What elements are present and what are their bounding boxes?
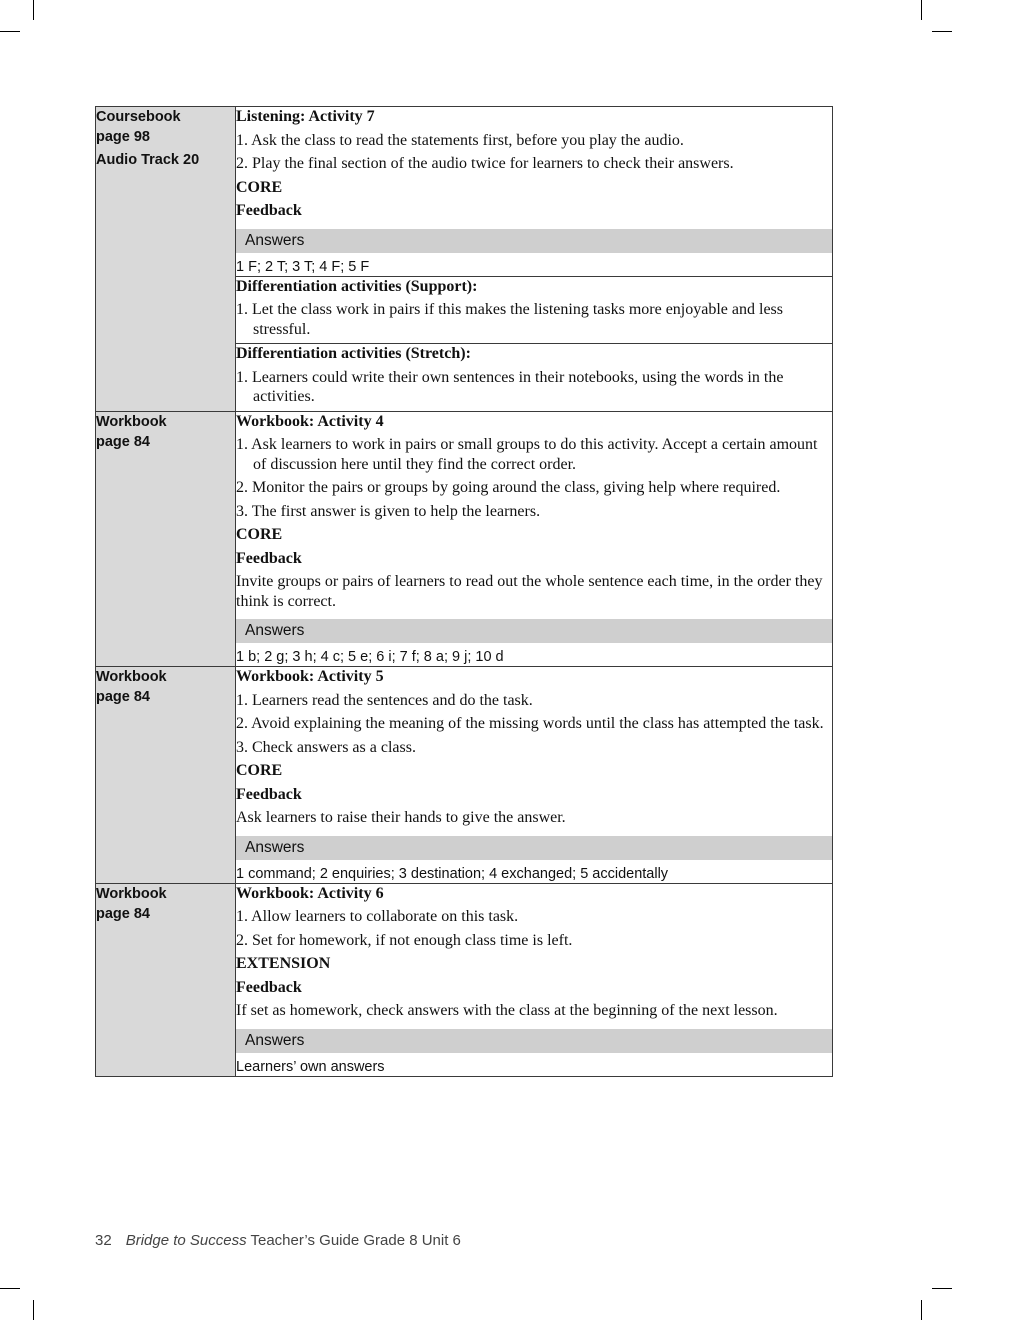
list-item: 1. Learners read the sentences and do the task. xyxy=(236,691,533,709)
activity-heading: Workbook: Activity 4 xyxy=(236,412,384,430)
answers-header: Answers xyxy=(236,619,832,643)
differentiation-support-cell xyxy=(236,276,833,344)
answers-text: 1 b; 2 g; 3 h; 4 c; 5 e; 6 i; 7 f; 8 a; 9 j; 10 d xyxy=(236,649,504,665)
feedback-label: Feedback xyxy=(236,549,302,567)
answers-header: Answers xyxy=(236,836,832,860)
reference-page: page 98 xyxy=(96,129,150,145)
book-title: Bridge to Success xyxy=(125,1232,247,1249)
list-item: 2. Set for homework, if not enough class time is left. xyxy=(236,931,573,949)
activity-cell xyxy=(236,411,833,667)
feedback-label: Feedback xyxy=(236,202,302,219)
activity-cell xyxy=(236,883,833,1076)
list-item: 1. Learners could write their own sentences in their notebooks, using the words in the activities. xyxy=(236,368,784,405)
list-item: 1. Let the class work in pairs if this makes the listening tasks more enjoyable and less stressful. xyxy=(236,301,783,338)
list-item: 3. The first answer is given to help the learners. xyxy=(236,502,541,520)
level-label: CORE xyxy=(236,178,283,196)
reference-cell xyxy=(96,883,236,1076)
reference-book: Workbook xyxy=(96,669,167,685)
reference-audio: Audio Track 20 xyxy=(96,152,200,168)
list-item: 2. Avoid explaining the meaning of the missing words until the class has attempted the task. xyxy=(236,715,824,732)
differentiation-stretch-cell xyxy=(236,344,833,412)
book-subtitle: Teacher’s Guide Grade 8 Unit 6 xyxy=(250,1232,461,1249)
answers-text: 1 F; 2 T; 3 T; 4 F; 5 F xyxy=(236,258,370,275)
list-item: 1. Allow learners to collaborate on this task. xyxy=(236,908,519,925)
table-row xyxy=(96,883,833,1076)
level-label: CORE xyxy=(236,762,283,779)
activity-heading: Listening: Activity 7 xyxy=(236,108,375,125)
activity-heading: Workbook: Activity 6 xyxy=(236,884,384,902)
reference-cell xyxy=(96,667,236,884)
feedback-text: Invite groups or pairs of learners to read out the whole sentence each time, in the order they think is correct. xyxy=(236,573,823,610)
reference-book: Workbook xyxy=(96,413,167,430)
level-label: EXTENSION xyxy=(236,955,331,972)
crop-mark xyxy=(921,0,922,20)
feedback-label: Feedback xyxy=(236,785,302,803)
feedback-text: Ask learners to raise their hands to give the answer. xyxy=(236,809,566,826)
list-item: 3. Check answers as a class. xyxy=(236,738,416,756)
reference-page: page 84 xyxy=(96,433,150,450)
activity-cell xyxy=(236,107,833,277)
page-number: 32 xyxy=(95,1232,112,1249)
list-item: 2. Play the final section of the audio twice for learners to check their answers. xyxy=(236,155,734,172)
lesson-plan-table xyxy=(95,106,833,1077)
crop-mark xyxy=(33,1300,34,1320)
differentiation-stretch-heading: Differentiation activities (Stretch): xyxy=(236,345,471,362)
crop-mark xyxy=(921,1300,922,1320)
feedback-text: If set as homework, check answers with the class at the beginning of the next lesson. xyxy=(236,1002,778,1019)
crop-mark xyxy=(932,1288,952,1289)
level-label: CORE xyxy=(236,526,283,543)
table-row xyxy=(96,107,833,277)
list-item: 1. Ask learners to work in pairs or small groups to do this activity. Accept a certain amount of discussion here until they find the correct order. xyxy=(236,436,818,473)
reference-page: page 84 xyxy=(96,905,150,922)
crop-mark xyxy=(932,31,952,32)
table-row xyxy=(96,667,833,884)
reference-book: Workbook xyxy=(96,885,167,902)
feedback-label: Feedback xyxy=(236,978,302,996)
table-row xyxy=(96,411,833,667)
differentiation-support-heading: Differentiation activities (Support): xyxy=(236,277,478,295)
crop-mark xyxy=(0,1288,20,1289)
page-footer xyxy=(95,1232,461,1249)
crop-mark xyxy=(33,0,34,20)
crop-mark xyxy=(0,31,20,32)
reference-cell xyxy=(96,411,236,667)
answers-text: 1 command; 2 enquiries; 3 destination; 4 exchanged; 5 accidentally xyxy=(236,865,669,882)
reference-book: Coursebook xyxy=(96,109,181,125)
reference-cell xyxy=(96,107,236,412)
activity-cell xyxy=(236,667,833,884)
answers-header: Answers xyxy=(236,229,832,253)
answers-header: Answers xyxy=(236,1029,832,1053)
list-item: 1. Ask the class to read the statements first, before you play the audio. xyxy=(236,131,684,149)
reference-page: page 84 xyxy=(96,689,150,705)
list-item: 2. Monitor the pairs or groups by going around the class, giving help where required. xyxy=(236,479,781,496)
answers-text: Learners’ own answers xyxy=(236,1058,385,1075)
activity-heading: Workbook: Activity 5 xyxy=(236,668,384,685)
